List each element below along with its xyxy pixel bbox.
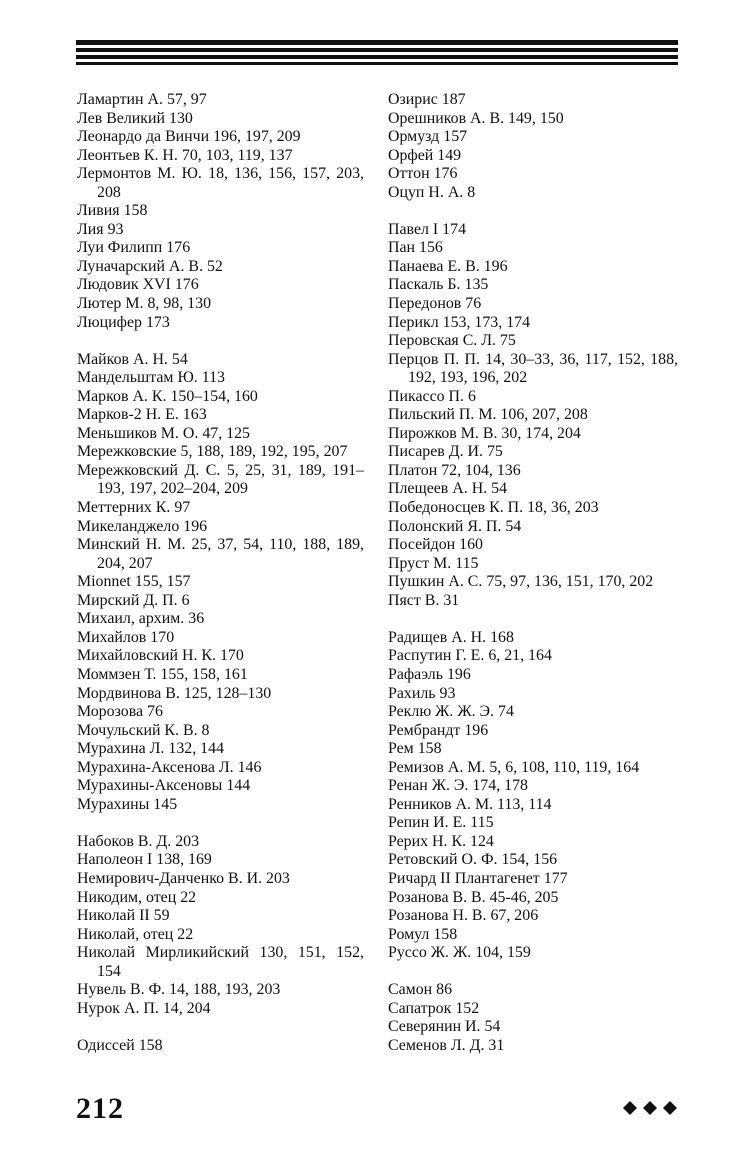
entry-name: Победоносцев К. П. [388,499,524,517]
entry-pages: 54 [171,350,188,368]
entry-pages: 6, 21, 164 [488,647,552,665]
index-entry [388,851,678,870]
entry-name: Розанова В. В. [388,888,486,906]
entry-name: Сапатрок [388,999,452,1017]
index-entry [388,332,678,351]
entry-pages: 176 [166,239,191,257]
index-entry [388,425,678,444]
entry-name: Леонтьев К. Н. [77,146,178,164]
entry-pages: 75, 97, 136, 151, 170, 202 [486,573,654,591]
index-entry [77,295,364,314]
index-column-left [77,91,364,1055]
index-entry [388,221,678,240]
entry-pages: 149, 150 [508,109,564,127]
entry-pages: 72, 104, 136 [441,461,521,479]
index-entry [77,647,364,666]
index-entry [388,184,678,203]
entry-pages: 6 [181,591,190,609]
entry-pages: 158 [138,1036,163,1054]
entry-name: Мирский Д. П. [77,591,178,609]
entry-name: Оттон [388,165,430,183]
entry-name: Луначарский А. В. [77,257,203,275]
entry-pages: 31 [443,591,460,609]
index-entry [77,592,364,611]
index-entry [77,518,364,537]
entry-pages: 52 [206,257,223,275]
entry-pages: 125, 128–130 [183,684,272,702]
entry-name: Павел I [388,220,439,238]
entry-name: Перовская С. Л. [388,332,496,350]
entry-name: Лютер М. [77,295,144,313]
index-entry [77,889,364,908]
entry-pages: 6 [467,387,476,405]
entry-name: Оцуп Н. А. [388,183,464,201]
entry-pages: 156 [419,239,443,257]
entry-name: Никодим, отец [77,888,177,906]
entry-pages: 54 [484,1018,501,1036]
entry-name: Наполеон I [77,851,153,869]
index-entry [388,1037,678,1056]
entry-pages: 132, 144 [168,740,225,758]
diamond-icon [643,1101,657,1115]
entry-name: Платон [388,461,438,479]
entry-pages: 113, 114 [497,795,552,813]
entry-name: Пяст В. [388,591,440,609]
entry-name: Михайлов [77,628,147,646]
entry-pages: 158 [417,740,442,758]
entry-pages: 196 [464,721,489,739]
entry-name: Панаева Е. В. [388,257,480,275]
index-entry [388,907,678,926]
index-entry [77,796,364,815]
entry-pages: 5, 6, 108, 110, 119, 164 [489,758,640,776]
entry-pages: 196 [483,257,508,275]
entry-pages: 196 [183,517,208,535]
entry-pages: 8, 98, 130 [147,295,212,313]
index-entry [77,981,364,1000]
entry-pages: 5, 188, 189, 192, 195, 207 [180,443,348,461]
entry-name: Mionnet [77,573,131,591]
index-entry [388,592,678,611]
index-entry [77,629,364,648]
entry-name: Мурахина Л. [77,740,165,758]
index-entry [77,870,364,889]
index-entry [77,926,364,945]
entry-pages: 176 [433,165,458,183]
index-entry [388,128,678,147]
entry-pages: 160 [459,536,483,554]
entry-pages: 174 [442,220,467,238]
entry-pages: 76 [465,295,482,313]
index-entry [77,128,364,147]
entry-pages: 8 [201,721,210,739]
entry-name: Михаил, архим. [77,610,185,628]
index-entry [77,202,364,221]
entry-name: Семенов Л. Д. [388,1036,485,1054]
index-entry [388,777,678,796]
entry-pages: 25, 37, 54, 110, 188, 189, 204, 207 [97,536,364,572]
index-entry [77,1000,364,1019]
entry-pages: 138, 169 [156,851,212,869]
entry-name: Рахиль [388,684,436,702]
entry-pages: 173 [145,313,170,331]
entry-pages: 54 [505,517,522,535]
entry-name: Мочульский К. В. [77,721,198,739]
index-entry [388,666,678,685]
entry-name: Радищев А. Н. [388,628,487,646]
entry-name: Пан [388,239,416,257]
header-rule [76,40,678,68]
index-column-right [388,91,678,1055]
entry-pages: 146 [237,758,262,776]
entry-pages: 18, 36, 203 [527,499,599,517]
index-entry [77,722,364,741]
entry-pages: 163 [182,406,207,424]
entry-name: Нурок А. П. [77,999,159,1017]
entry-pages: 67, 206 [490,907,539,925]
entry-name: Перикл [388,313,439,331]
index-entry [77,351,364,370]
entry-name: Перцов П. П. [388,350,480,368]
index-entry [388,1000,678,1019]
entry-name: Посейдон [388,536,456,554]
entry-name: Рембрандт [388,721,461,739]
entry-name: Мордвинова В. [77,684,180,702]
index-entry [388,276,678,295]
entry-pages: 54 [491,480,508,498]
entry-pages: 22 [177,925,194,943]
index-entry [77,221,364,240]
entry-pages: 93 [439,684,456,702]
entry-pages: 196 [446,665,471,683]
entry-pages: 157 [443,128,468,146]
entry-pages: 187 [441,91,466,108]
entry-pages: 170 [219,647,244,665]
entry-name: Набоков В. Д. [77,832,172,850]
entry-name: Ливия [77,202,120,220]
entry-pages: 149 [437,146,462,164]
entry-name: Пушкин А. С. [388,573,483,591]
entry-name: Майков А. Н. [77,350,168,368]
index-entry [77,239,364,258]
index-entry [77,165,364,202]
diamond-icon [623,1101,637,1115]
entry-pages: 150–154, 160 [170,387,258,405]
entry-name: Самон [388,981,433,999]
index-entry [388,870,678,889]
index-entry [388,889,678,908]
entry-name: Ремизов А. М. [388,758,486,776]
entry-name: Лев Великий [77,109,166,127]
entry-name: Лермонтов М. Ю. [77,165,202,183]
index-entry [388,703,678,722]
entry-pages: 170 [150,628,175,646]
index-entry [388,462,678,481]
entry-pages: 75 [486,443,503,461]
entry-pages: 30, 174, 204 [501,424,581,442]
entry-name: Северянин И. [388,1018,481,1036]
entry-pages: 203 [266,869,290,887]
entry-name: Ренан Ж. Э. [388,777,469,795]
entry-name: Минский Н. М. [77,536,186,554]
index-entry [388,295,678,314]
entry-pages: 22 [180,888,197,906]
entry-name: Луи Филипп [77,239,163,257]
entry-name: Пильский П. М. [388,406,497,424]
index-entry [388,110,678,129]
entry-pages: 174, 178 [472,777,528,795]
entry-name: Паскаль Б. [388,276,461,294]
entry-name: Одиссей [77,1036,135,1054]
entry-name: Рафаэль [388,665,443,683]
entry-pages: 176 [174,276,199,294]
three-diamonds-ornament [622,1100,678,1116]
entry-pages: 144 [226,777,251,795]
entry-pages: 74 [498,703,514,721]
entry-name: Нувель В. Ф. [77,981,166,999]
index-entry [388,165,678,184]
index-entry [388,629,678,648]
entry-pages: 177 [543,869,568,887]
entry-name: Немирович-Данченко В. И. [77,869,263,887]
index-entry [388,1018,678,1037]
entry-name: Розанова Н. В. [388,907,487,925]
index-entry [388,388,678,407]
index-entry [77,147,364,166]
entry-pages: 130, 151, 152, 154 [97,944,364,980]
index-entry [77,258,364,277]
index-entry [77,110,364,129]
entry-name: Николай Мирликийский [77,944,249,962]
header-rule-line [76,62,678,65]
entry-pages: 5, 25, 31, 189, 191–193, 197, 202–204, 209 [97,461,364,498]
index-entry [388,147,678,166]
entry-name: Николай II [77,907,150,925]
index-entry [77,443,364,462]
entry-name: Ромул [388,925,430,943]
entry-name: Микеланджело [77,517,180,535]
entry-name: Моммзен Т. [77,665,157,683]
entry-pages: 153, 173, 174 [442,313,531,331]
entry-name: Репин И. Е. [388,814,467,832]
entry-pages: 76 [147,703,163,721]
entry-name: Пикассо П. [388,387,464,405]
entry-name: Лия [77,220,104,238]
entry-pages: 70, 103, 119, 137 [181,146,293,164]
header-rule-line [76,48,678,52]
entry-name: Мандельштам Ю. [77,369,198,387]
entry-pages: 75 [499,332,516,350]
index-entry [77,406,364,425]
index-entry [388,555,678,574]
index-entry [388,314,678,333]
index-entry [388,573,678,592]
index-entry [77,907,364,926]
entry-name: Реклю Ж. Ж. Э. [388,703,495,721]
index-entry [77,369,364,388]
index-entry [388,406,678,425]
entry-pages: 130 [169,109,193,127]
entry-name: Писарев Д. И. [388,443,483,461]
entry-pages: 115 [455,554,479,572]
index-entry [388,759,678,778]
entry-name: Ламартин А. [77,91,163,108]
index-entry [388,91,678,110]
index-entry [77,759,364,778]
index-entry [388,647,678,666]
entry-pages: 106, 207, 208 [500,406,588,424]
index-entry [77,388,364,407]
index-entry [388,351,678,388]
entry-pages: 104, 159 [475,944,531,962]
entry-name: Полонский Я. П. [388,517,502,535]
index-entry [77,740,364,759]
index-entry [77,499,364,518]
entry-name: Марков А. К. [77,387,167,405]
index-entry [77,703,364,722]
entry-pages: 158 [433,925,458,943]
entry-pages: 158 [123,202,148,220]
entry-name: Марков-2 Н. Е. [77,406,179,424]
entry-name: Ретовский О. Ф. [388,851,498,869]
entry-name: Ормузд [388,128,440,146]
entry-pages: 86 [436,981,453,999]
entry-name: Орфей [388,146,434,164]
index-entry [77,685,364,704]
entry-pages: 45-46, 205 [489,888,559,906]
entry-pages: 168 [490,628,514,646]
entry-name: Леонардо да Винчи [77,128,210,146]
index-entry [388,740,678,759]
entry-name: Распутин Г. Е. [388,647,485,665]
index-entry [388,722,678,741]
entry-pages: 203 [175,832,200,850]
index-entry [388,239,678,258]
entry-name: Михайловский Н. К. [77,647,216,665]
entry-name: Мережковский Д. С. [77,461,221,479]
entry-name: Ричард II Плантагенет [388,869,540,887]
index-entry [77,666,364,685]
entry-pages: 14, 188, 193, 203 [169,981,281,999]
entry-pages: 113 [201,369,225,387]
entry-pages: 135 [464,276,489,294]
index-entry [388,499,678,518]
entry-name: Мурахины-Аксеновы [77,777,223,795]
entry-name: Мурахина-Аксенова Л. [77,758,234,776]
entry-name: Рем [388,740,414,758]
index-entry [77,944,364,981]
entry-name: Люцифер [77,313,142,331]
header-rule-line [76,40,678,45]
entry-pages: 57, 97 [166,91,207,108]
index-entry [388,796,678,815]
diamond-icon [663,1101,677,1115]
index-entry [77,777,364,796]
entry-pages: 154, 156 [501,851,558,869]
entry-name: Рерих Н. К. [388,832,467,850]
index-entry [77,91,364,110]
entry-pages: 36 [188,610,205,628]
page-number: 212 [76,1092,124,1125]
entry-name: Николай, отец [77,925,174,943]
entry-pages: 155, 158, 161 [160,665,248,683]
entry-pages: 59 [153,907,170,925]
entry-pages: 152 [455,999,480,1017]
index-entry [77,851,364,870]
entry-name: Меттерних К. [77,499,171,517]
entry-name: Морозова [77,703,144,721]
entry-name: Орешников А. В. [388,109,505,127]
entry-pages: 124 [470,832,494,850]
index-entry [388,536,678,555]
index-entry [388,833,678,852]
entry-name: Людовик XVI [77,276,171,294]
index-entry [388,518,678,537]
entry-pages: 14, 204 [162,999,211,1017]
entry-pages: 31 [488,1036,505,1054]
entry-pages: 115 [470,814,494,832]
entry-pages: 18, 136, 156, 157, 203, 208 [97,165,364,201]
entry-name: Пруст М. [388,554,452,572]
index-entry [77,276,364,295]
index-entry [388,926,678,945]
entry-name: Мережковские [77,443,177,461]
entry-pages: 93 [107,220,124,238]
index-entry [388,258,678,277]
entry-pages: 47, 125 [202,424,250,442]
entry-name: Пирожков М. В. [388,424,498,442]
index-entry [388,480,678,499]
entry-pages: 14, 30–33, 36, 117, 152, 188, 192, 193, 196, 202 [408,350,678,387]
index-entry [388,981,678,1000]
index-entry [77,573,364,592]
entry-name: Руссо Ж. Ж. [388,944,472,962]
index-entry [77,314,364,333]
entry-name: Мурахины [77,795,150,813]
index-entry [77,833,364,852]
index-entry [77,425,364,444]
entry-name: Озирис [388,91,438,108]
index-entry [77,1037,364,1056]
index-entry [388,814,678,833]
index-entry [77,536,364,573]
header-rule-line [76,55,678,59]
entry-pages: 196, 197, 209 [213,128,301,146]
entry-name: Ренников А. М. [388,795,494,813]
index-entry [77,610,364,629]
index-entry [388,944,678,963]
index-entry [388,443,678,462]
entry-pages: 155, 157 [134,573,191,591]
entry-pages: 97 [174,499,191,517]
index-entry [388,685,678,704]
entry-pages: 8 [467,183,476,201]
entry-name: Меньшиков М. О. [77,424,199,442]
entry-name: Передонов [388,295,462,313]
entry-name: Плещеев А. Н. [388,480,488,498]
entry-pages: 145 [153,795,178,813]
index-entry [77,462,364,499]
